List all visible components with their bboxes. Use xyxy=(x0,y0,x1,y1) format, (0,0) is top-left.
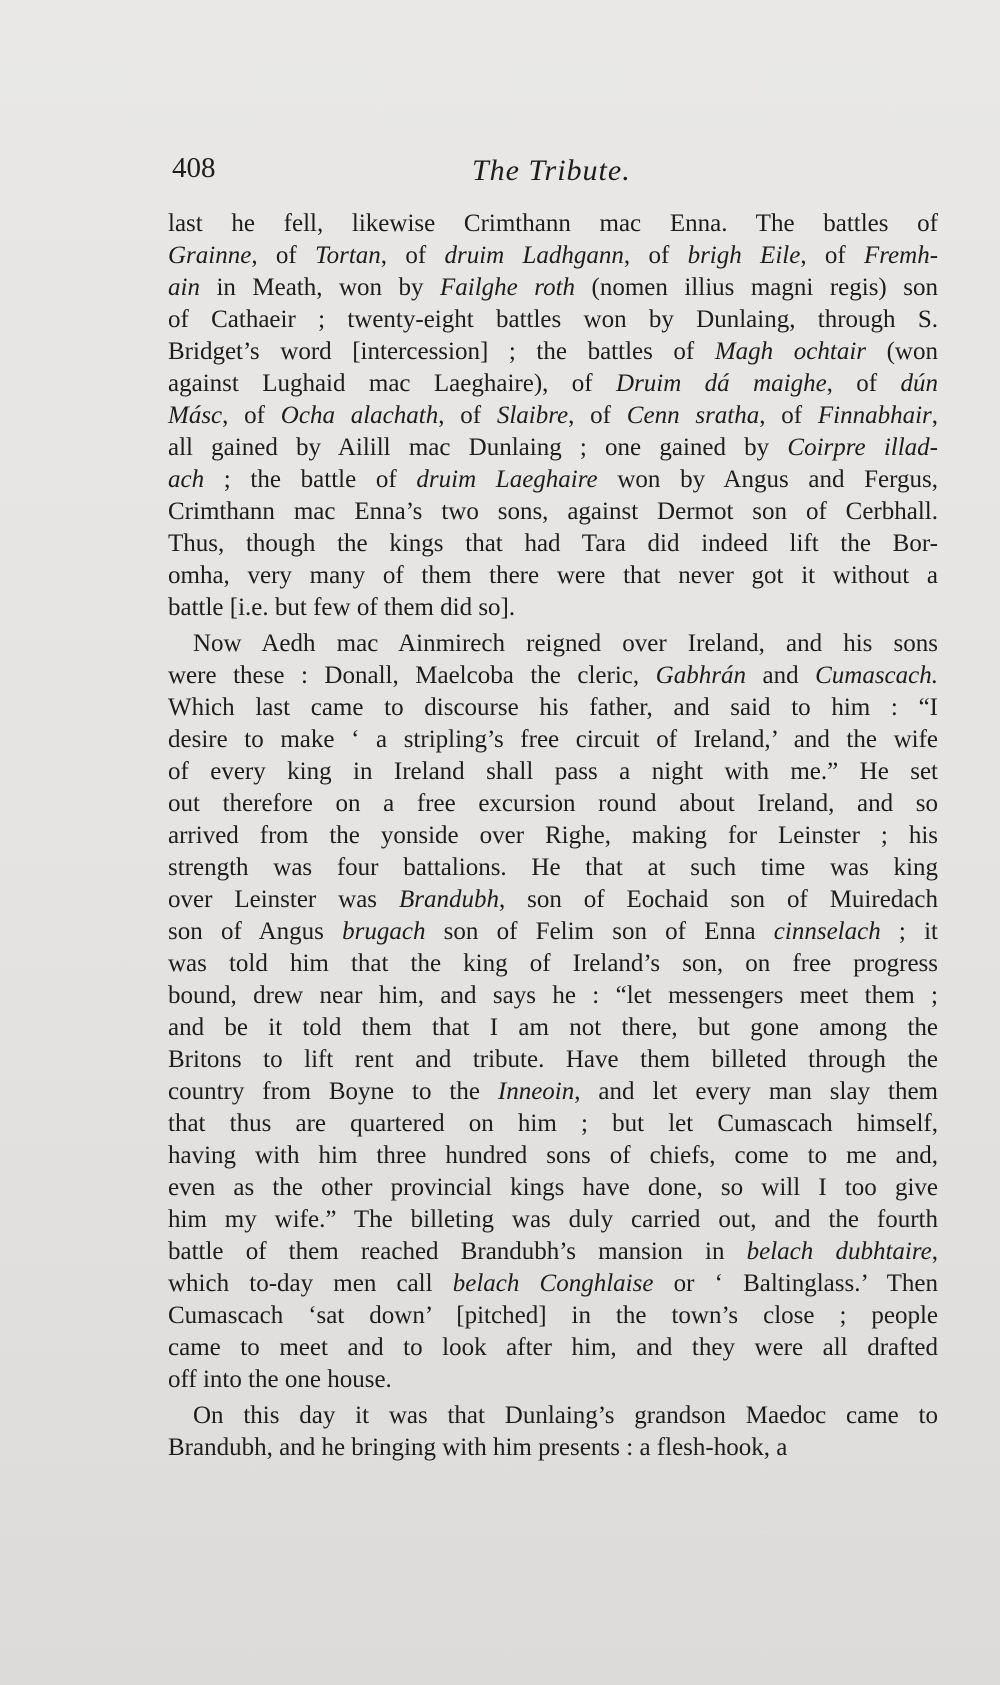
text-run: , xyxy=(931,402,939,429)
text-line xyxy=(168,528,938,560)
text-run: him my wife.” The billeting was duly carried out, and the fourth xyxy=(168,1206,938,1233)
text-line xyxy=(168,432,938,464)
italic-term: belach Conghlaise xyxy=(452,1270,654,1297)
text-line xyxy=(168,1140,938,1172)
italic-term: Coirpre illad- xyxy=(787,434,938,461)
text-run: Crimthann mac Enna’s two sons, against Dermot son of Cerbhall. xyxy=(168,498,938,525)
text-run: , of xyxy=(623,242,688,269)
text-run: Brandubh, and he bringing with him presents : a flesh-hook, a xyxy=(168,1434,788,1461)
text-line xyxy=(168,240,938,272)
text-run: desire to make ‘ a stripling’s free circuit of Ireland,’ and the wife xyxy=(168,726,938,753)
text-line xyxy=(168,1364,938,1396)
text-run: country from Boyne to the xyxy=(168,1078,498,1105)
text-run: even as the other provincial kings have done, so will I too give xyxy=(168,1174,938,1201)
text-line xyxy=(168,692,938,724)
text-line xyxy=(168,820,938,852)
text-line xyxy=(168,756,938,788)
text-run: arrived from the yonside over Righe, making for Leinster ; his xyxy=(168,822,938,849)
italic-term: ain xyxy=(168,274,200,301)
text-line xyxy=(168,788,938,820)
text-run: out therefore on a free excursion round about Ireland, and so xyxy=(168,790,938,817)
text-line xyxy=(168,1236,938,1268)
text-line xyxy=(168,724,938,756)
italic-term: Magh ochtair xyxy=(714,338,866,365)
text-line xyxy=(168,208,938,240)
text-run: Which last came to discourse his father, and said to him : “I xyxy=(168,694,938,721)
text-line xyxy=(168,1044,938,1076)
text-line xyxy=(168,1204,938,1236)
text-run: was told him that the king of Ireland’s son, on free progress xyxy=(168,950,938,977)
paragraph xyxy=(168,628,938,1396)
paragraph xyxy=(168,208,938,624)
italic-term: druim Laeghaire xyxy=(416,466,598,493)
italic-term: belach dubhtaire xyxy=(746,1238,932,1265)
text-run: (nomen illius magni regis) son xyxy=(575,274,938,301)
italic-term: Fremh- xyxy=(863,242,939,269)
text-line xyxy=(168,304,938,336)
text-run: against Lughaid mac Laeghaire), of xyxy=(168,370,617,397)
text-run: , of xyxy=(759,402,818,429)
text-run: , son of Eochaid son of Muiredach xyxy=(498,886,938,913)
page-header xyxy=(172,152,832,192)
text-run: battle [i.e. but few of them did so]. xyxy=(168,594,516,621)
text-line xyxy=(168,1108,938,1140)
italic-term: Tortan xyxy=(315,242,381,269)
text-run: last he fell, likewise Crimthann mac Enna. The battles of xyxy=(168,210,938,237)
text-run: omha, very many of them there were that never got it without a xyxy=(168,562,938,589)
text-run: (won xyxy=(866,338,938,365)
italic-term: brugach xyxy=(342,918,426,945)
text-line xyxy=(168,496,938,528)
italic-term: Cenn sratha xyxy=(626,402,760,429)
italic-term: cinnselach xyxy=(773,918,881,945)
text-run: , of xyxy=(222,402,281,429)
italic-term: Gabhrán xyxy=(655,662,746,689)
text-run: Bridget’s word [intercession] ; the battles of xyxy=(168,338,715,365)
text-line xyxy=(168,336,938,368)
text-run: , of xyxy=(438,402,497,429)
italic-term: Finnabhair xyxy=(817,402,932,429)
italic-term: Grainne xyxy=(168,242,252,269)
text-run: won by Angus and Fergus, xyxy=(597,466,938,493)
text-run: Thus, though the kings that had Tara did indeed lift the Bor- xyxy=(168,530,938,557)
text-run: Now Aedh mac Ainmirech reigned over Ireland, and his sons xyxy=(168,630,938,657)
text-line xyxy=(168,980,938,1012)
text-run: , and let every man slay them xyxy=(574,1078,938,1105)
text-run: and xyxy=(745,662,816,689)
text-run: , xyxy=(931,1238,938,1265)
italic-term: Slaibre xyxy=(496,402,569,429)
italic-term: druim Ladhgann xyxy=(444,242,624,269)
text-run: , of xyxy=(380,242,445,269)
text-run: of every king in Ireland shall pass a night with me.” He set xyxy=(168,758,938,785)
text-line xyxy=(168,660,938,692)
text-run: son of Felim son of Enna xyxy=(425,918,774,945)
italic-term: Druim dá maighe xyxy=(616,370,827,397)
text-run: , of xyxy=(800,242,864,269)
text-line xyxy=(168,884,938,916)
italic-term: Ocha alachath xyxy=(280,402,439,429)
text-run: over Leinster was xyxy=(168,886,399,913)
text-run: son of Angus xyxy=(168,918,343,945)
text-run: came to meet and to look after him, and they were all drafted xyxy=(168,1334,938,1361)
italic-term: Cumascach. xyxy=(815,662,938,689)
text-line xyxy=(168,1332,938,1364)
text-run: Cumascach ‘sat down’ [pitched] in the town’s close ; people xyxy=(168,1302,938,1329)
text-run: of Cathaeir ; twenty-eight battles won by Dunlaing, through S. xyxy=(168,306,938,333)
text-run: were these : Donall, Maelcoba the cleric, xyxy=(168,662,656,689)
text-run: or ‘ Baltinglass.’ Then xyxy=(653,1270,938,1297)
text-run: ; it xyxy=(880,918,938,945)
text-line xyxy=(168,560,938,592)
text-run: , of xyxy=(826,370,901,397)
text-run: battle of them reached Brandubh’s mansion in xyxy=(168,1238,747,1265)
text-run: which to-day men call xyxy=(168,1270,453,1297)
text-line xyxy=(168,948,938,980)
text-line xyxy=(168,1300,938,1332)
text-run: off into the one house. xyxy=(168,1366,392,1393)
text-line xyxy=(168,916,938,948)
text-run: having with him three hundred sons of chiefs, come to me and, xyxy=(168,1142,938,1169)
text-run: in Meath, won by xyxy=(199,274,441,301)
text-line xyxy=(168,272,938,304)
text-line xyxy=(168,592,938,624)
italic-term: dún xyxy=(900,370,939,397)
text-run: On this day it was that Dunlaing’s grandson Maedoc came to xyxy=(168,1402,938,1429)
page-number: 408 xyxy=(172,152,216,184)
text-line xyxy=(168,368,938,400)
body-text xyxy=(168,208,938,1464)
italic-term: brigh Eile xyxy=(687,242,801,269)
running-title: The Tribute. xyxy=(472,154,631,187)
text-run: and be it told them that I am not there, but gone among the xyxy=(168,1014,938,1041)
text-run: ; the battle of xyxy=(204,466,417,493)
text-line xyxy=(168,1268,938,1300)
text-line xyxy=(168,1400,938,1432)
text-line xyxy=(168,1432,938,1464)
italic-term: ach xyxy=(168,466,205,493)
text-run: , of xyxy=(568,402,627,429)
italic-term: Inneoin xyxy=(497,1078,575,1105)
text-line xyxy=(168,1172,938,1204)
text-run: Britons to lift rent and tribute. Have them billeted through the xyxy=(168,1046,938,1073)
text-run: all gained by Ailill mac Dunlaing ; one gained by xyxy=(168,434,788,461)
text-run: bound, drew near him, and says he : “let messengers meet them ; xyxy=(168,982,938,1009)
text-run: that thus are quartered on him ; but let Cumascach himself, xyxy=(168,1110,938,1137)
text-line xyxy=(168,1076,938,1108)
text-line xyxy=(168,628,938,660)
text-line xyxy=(168,852,938,884)
text-run: strength was four battalions. He that at such time was king xyxy=(168,854,938,881)
text-line xyxy=(168,400,938,432)
text-run: , of xyxy=(251,242,315,269)
paragraph xyxy=(168,1400,938,1464)
text-line xyxy=(168,464,938,496)
text-line xyxy=(168,1012,938,1044)
italic-term: Brandubh xyxy=(398,886,499,913)
italic-term: Failghe roth xyxy=(440,274,576,301)
italic-term: Másc xyxy=(168,402,223,429)
